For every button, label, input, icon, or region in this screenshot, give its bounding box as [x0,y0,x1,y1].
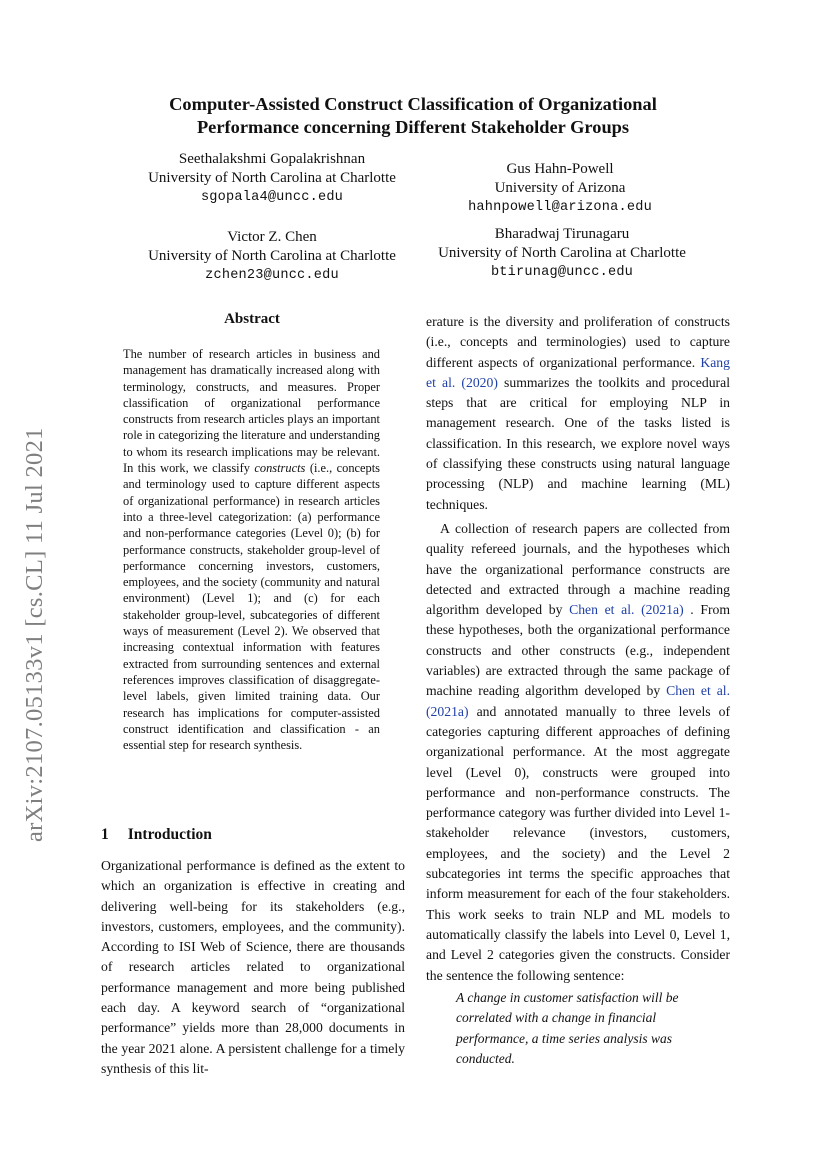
intro-column-left [101,856,405,1079]
citation-link-chen-2[interactable]: Chen et al. (2021a) [426,683,731,719]
arxiv-identifier: arXiv:2107.05133v1 [cs.CL] 11 Jul 2021 [21,427,48,842]
section-number: 1 [101,826,109,843]
author-block-3 [130,228,414,285]
author-affiliation: University of North Carolina at Charlotte [148,248,396,264]
intro-paragraph-1: Organizational performance is defined as the extent to which an organization is effective in creating and delivering well-being for its stakeholders (e.g., investors, customers, employees, and the community). According to ISI Web of Science, there are thousands of research articles related to organizational performance management and more being published each day. A keyword search of “organizational performance” yields more than 28,000 documents in the year 2021 alone. A persistent challenge for a timely synthesis of this lit- [101,858,405,1076]
abstract-heading: Abstract [224,311,280,327]
abstract-text: The number of research articles in business and management has dramatically increased along with terminology, constructs, and measures. Proper classification of organizational performance constructs from research articles plays an important role in categorizing the literature and understanding to whom its research implications may be relevant. In this work, we classify constructs (i.e., concepts and terminology used to capture different aspects of organizational performance) in research articles into a three-level categorization: (a) performance and non-performance categories (Level 0); (b) for performance constructs, stakeholder group-level of performance concerning investors, customers, employees, and the society (community and natural environment) (Level 1); and (c) for each stakeholder group-level, subcategories of different ways of measurement (Level 2). We observed that increasing contextual information with features extracted from surrounding sentences and external references improves classification of disaggregate-level labels, given limited training data. Our research has implications for computer-assisted construct identification and classification - an essential step for research synthesis. [123,347,380,753]
intro-paragraph-2: A collection of research papers are collected from quality refereed journals, and the hypotheses which have the organizational performance constructs are detected and extracted through a machine reading algorithm developed by Chen et al. (2021a) . From these hypotheses, both the organizational performance constructs and other constructs (e.g., independent variables) are extracted through the same package of machine reading algorithm developed by Chen et al. (2021a) and annotated manually to three levels of categories capturing different approaches of defining organizational performance. At the most aggregate level (Level 0), constructs were grouped into performance and non-performance constructs. The performance category was further divided into Level 1- stakeholder relevance (investors, customers, employees, and the society) and the Level 2 subcategories int terms the specific approaches that inform measurement for each of the four stakeholders. This work seeks to train NLP and ML models to automatically classify the labels into Level 0, Level 1, and Level 2 categories given the constructs. Consider the sentence the following sentence: [426,520,731,983]
author-name: Gus Hahn-Powell [506,161,614,177]
intro-column-right [426,312,730,986]
author-email[interactable]: hahnpowell@arizona.edu [468,200,652,215]
author-name: Bharadwaj Tirunagaru [494,226,630,242]
author-email[interactable]: btirunag@uncc.edu [490,265,634,280]
author-affiliation: University of North Carolina at Charlotte [438,245,686,261]
author-email[interactable]: sgopala4@uncc.edu [200,190,344,205]
author-block-2 [420,160,700,217]
author-name: Victor Z. Chen [227,229,317,245]
example-sentence-text: A change in customer satisfaction will be correlated with a change in financial performance, a time series analysis was conducted. [456,990,679,1066]
author-name: Seethalakshmi Gopalakrishnan [178,151,366,167]
title-line-1: Computer-Assisted Construct Classification of Organizational [169,94,657,114]
author-affiliation: University of Arizona [494,180,626,196]
intro-paragraph-continued: erature is the diversity and proliferation of constructs (i.e., concepts and terminologies) used to capture different aspects of organizational performance. Kang et al. (2020) summarizes the toolkits and procedural steps that are critical for employing NLP in management research. One of the tasks listed is classification. In this research, we explore novel ways of classifying these constructs using natural language processing (NLP) and machine learning (ML) techniques. [426,314,730,512]
author-affiliation: University of North Carolina at Charlotte [148,170,396,186]
citation-link-kang[interactable]: Kang et al. (2020) [426,354,730,390]
paper-title [60,93,766,139]
section-heading [101,826,212,844]
title-line-2: Performance concerning Different Stakeholder Groups [196,117,630,137]
abstract-body [123,346,380,753]
author-block-4 [420,225,704,282]
example-sentence [456,988,712,1069]
author-block-1 [130,150,414,207]
abstract-emphasis: constructs [254,461,306,476]
citation-link-chen-1[interactable]: Chen et al. (2021a) [569,602,684,618]
author-email[interactable]: zchen23@uncc.edu [205,268,339,283]
section-title: Introduction [127,826,212,843]
